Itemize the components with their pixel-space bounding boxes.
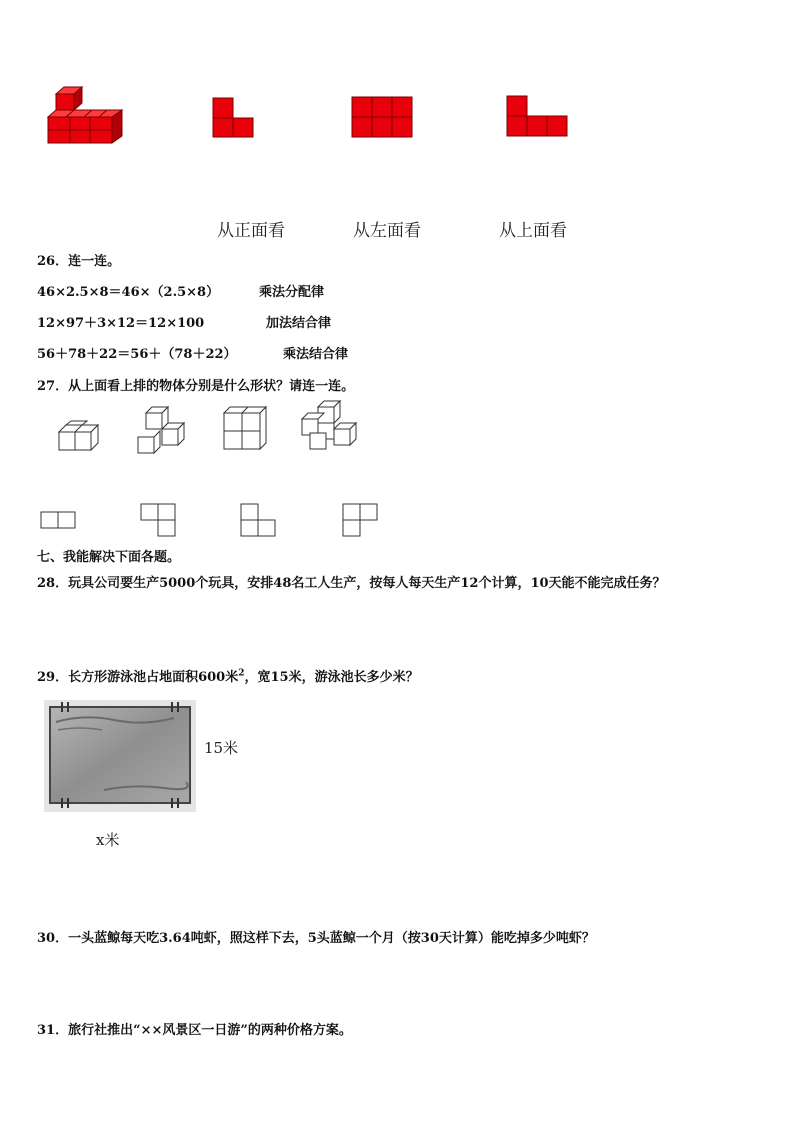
q27-shape-b (140, 503, 176, 537)
q27-shape-d (342, 503, 378, 537)
pool-width-label: 15米 (204, 739, 239, 757)
q27-shape-a (40, 511, 76, 529)
front-view-figure (212, 97, 256, 139)
q26-law-3: 乘法结合律 (283, 347, 349, 362)
q29-text-main: 29．长方形游泳池占地面积600米 (37, 670, 239, 685)
q27-object-3 (222, 405, 270, 453)
q26-expression-1: 46×2.5×8＝46×（2.5×8） (37, 285, 220, 300)
q26-expression-2: 12×97＋3×12＝12×100 (37, 316, 205, 331)
view-label-top: 从上面看 (499, 221, 567, 241)
q31-text: 31．旅行社推出“××风景区一日游”的两种价格方案。 (37, 1023, 352, 1038)
q27-object-2 (136, 405, 188, 457)
top-view-figure (506, 95, 568, 137)
q29-text-rest: ，宽15米，游泳池长多少米？ (244, 670, 419, 685)
q28-text: 28．玩具公司要生产5000个玩具，安排48名工人生产，按每人每天生产12个计算，10天能不能完成任务？ (37, 576, 666, 591)
q26-title: 26．连一连。 (37, 254, 121, 269)
q26-law-1: 乘法分配律 (259, 285, 325, 300)
section-7-title: 七、我能解决下面各题。 (37, 550, 181, 565)
q30-text: 30．一头蓝鲸每天吃3.64吨虾，照这样下去，5头蓝鲸一个月（按30天计算）能吃掉多少吨虾？ (37, 931, 595, 946)
left-view-figure (351, 96, 413, 138)
q26-expression-3: 56＋78＋22＝56＋（78＋22） (37, 347, 237, 362)
q27-title: 27．从上面看上排的物体分别是什么形状？请连一连。 (37, 379, 355, 394)
q29-text-superscript: 2 (238, 668, 245, 679)
pool-length-label: x米 (96, 831, 120, 849)
q27-object-1 (57, 418, 107, 454)
swimming-pool-image (44, 700, 196, 812)
red-cube-solid-figure (44, 84, 128, 146)
q27-object-4 (300, 399, 356, 455)
q26-law-2: 加法结合律 (266, 316, 332, 331)
q29-text (37, 666, 419, 685)
view-label-left: 从左面看 (353, 221, 421, 241)
view-label-front: 从正面看 (217, 221, 285, 241)
q27-shape-c (240, 503, 276, 537)
